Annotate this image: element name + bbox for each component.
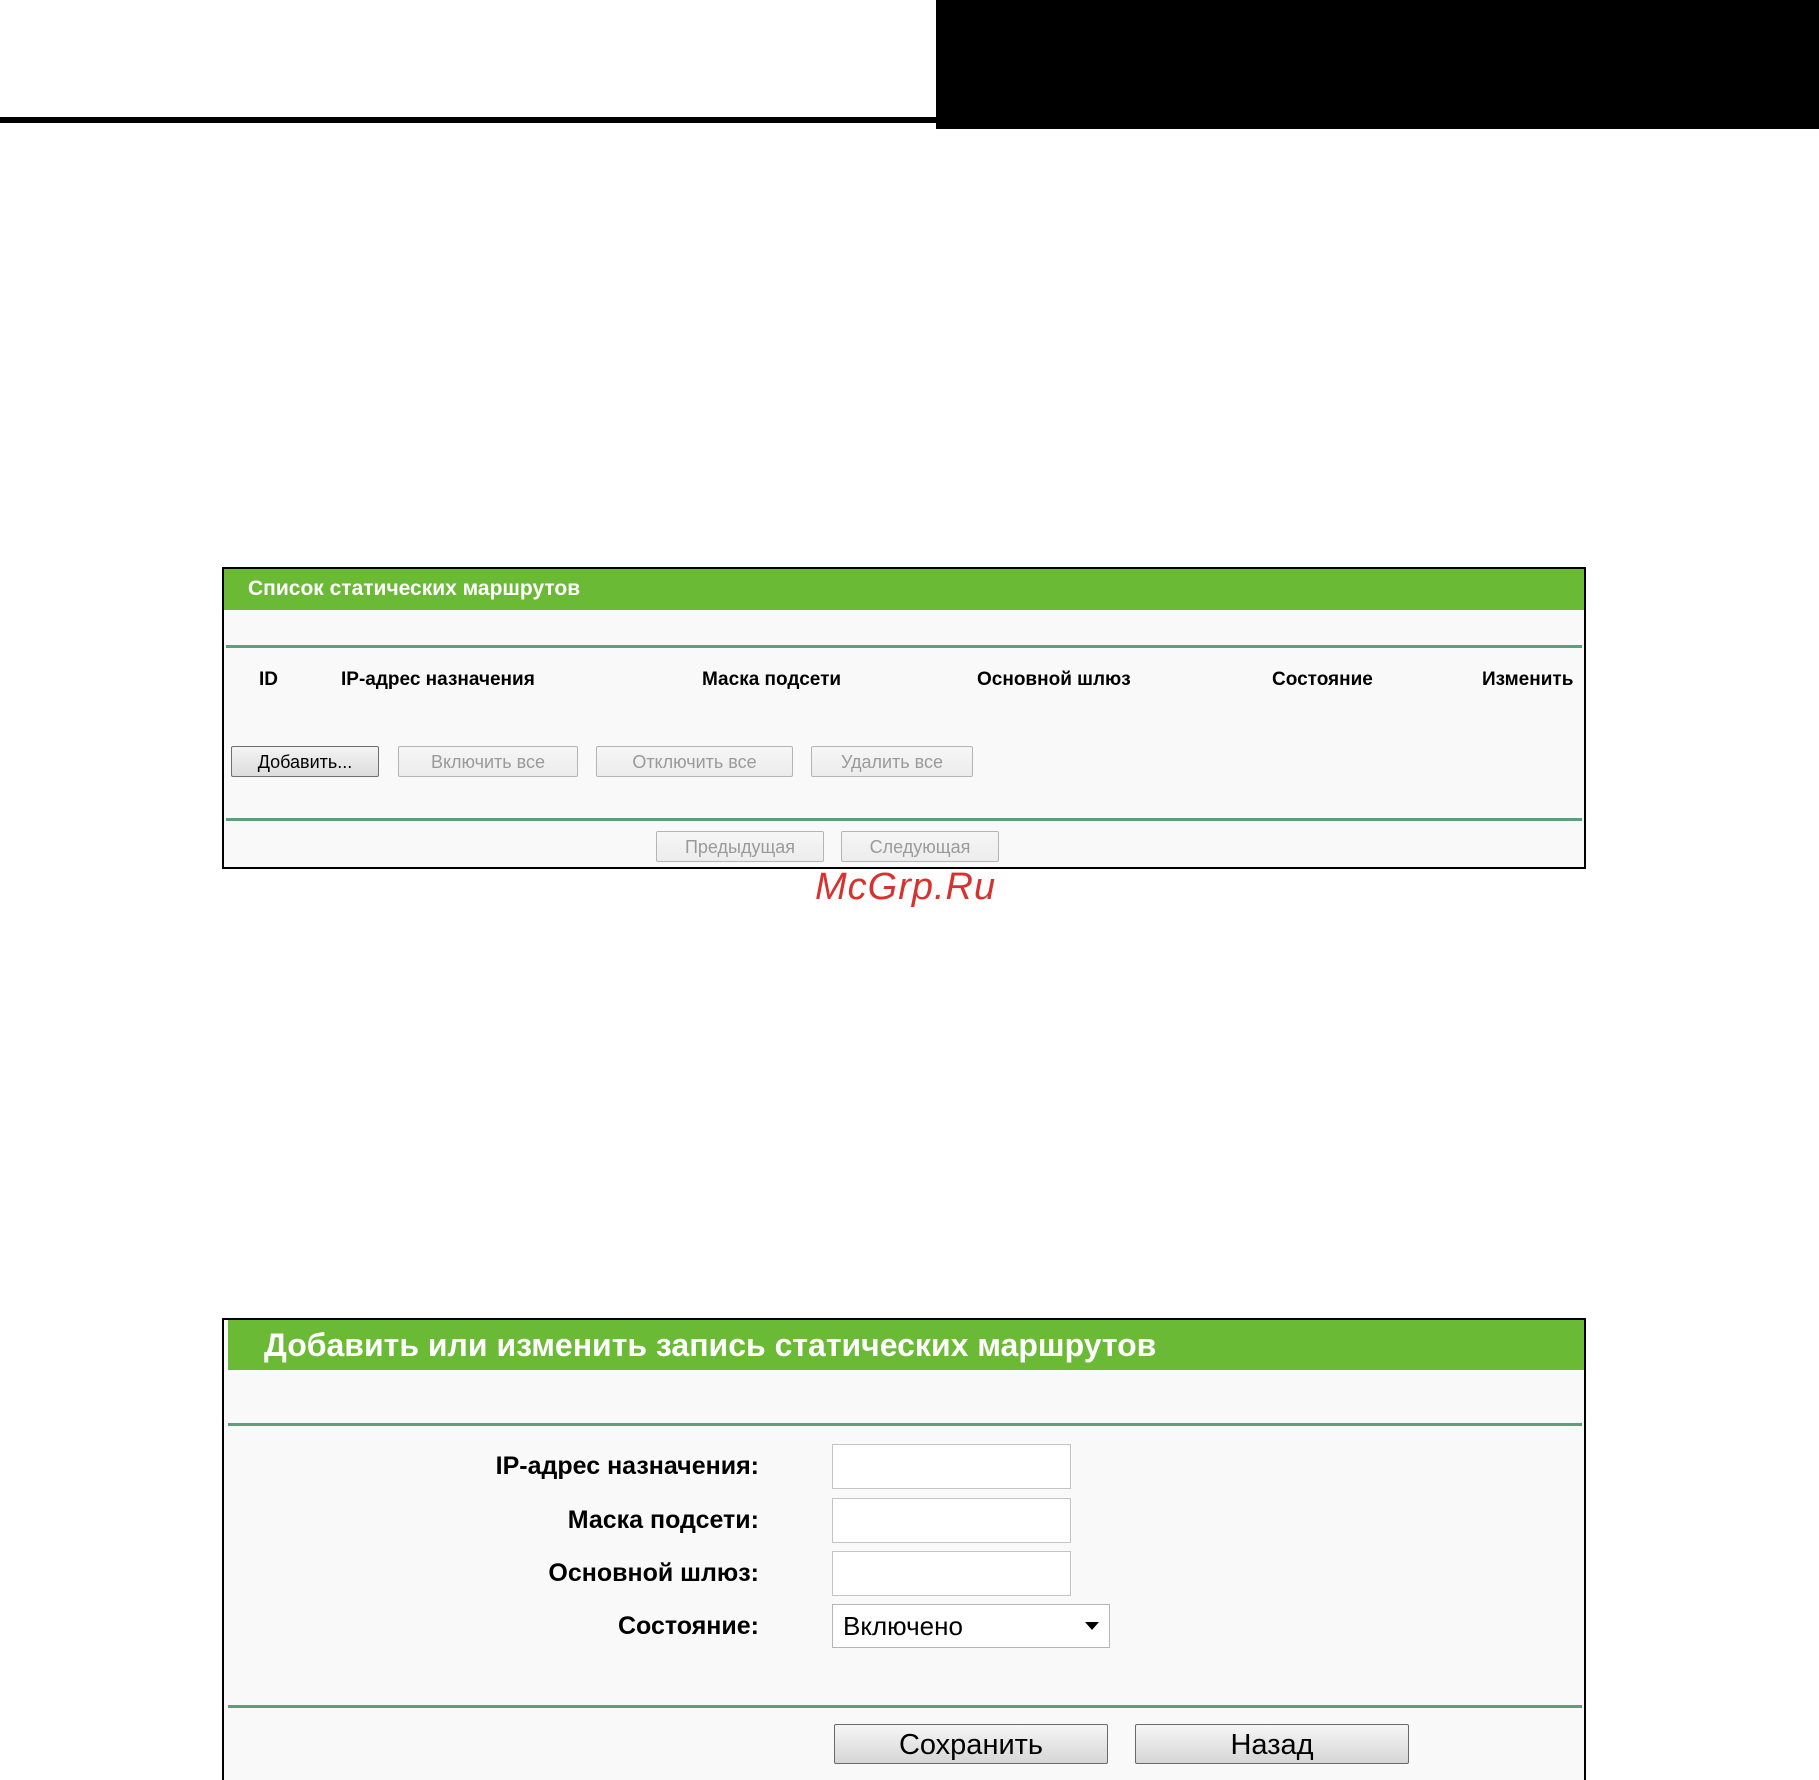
edit-divider-top [228, 1423, 1582, 1426]
add-button[interactable]: Добавить... [231, 746, 379, 777]
static-routes-list-panel [222, 567, 1586, 869]
top-white-box [0, 0, 936, 123]
chevron-down-icon [1085, 1622, 1099, 1630]
disable-all-button[interactable]: Отключить все [596, 746, 793, 777]
prev-page-button[interactable]: Предыдущая [656, 831, 824, 862]
column-header-status: Состояние [1272, 669, 1373, 690]
status-select-value: Включено [843, 1611, 963, 1641]
column-header-modify: Изменить [1482, 669, 1574, 690]
gateway-input[interactable] [832, 1551, 1071, 1596]
edit-panel-title: Добавить или изменить запись статических маршрутов [228, 1320, 1584, 1370]
column-header-id: ID [259, 669, 278, 690]
top-black-box [936, 0, 1819, 129]
status-label: Состояние: [617, 1612, 759, 1640]
dest-ip-label: IP-адрес назначения: [495, 1452, 759, 1480]
column-header-subnet-mask: Маска подсети [702, 669, 842, 690]
list-divider-top [226, 645, 1582, 648]
column-header-dest-ip: IP-адрес назначения [341, 669, 535, 690]
back-button[interactable]: Назад [1135, 1724, 1409, 1764]
subnet-mask-input[interactable] [832, 1498, 1071, 1543]
save-button[interactable]: Сохранить [834, 1724, 1108, 1764]
watermark-text: McGrp.Ru [815, 866, 997, 908]
dest-ip-input[interactable] [832, 1444, 1071, 1489]
delete-all-button[interactable]: Удалить все [811, 746, 973, 777]
list-divider-bottom [226, 818, 1582, 821]
enable-all-button[interactable]: Включить все [398, 746, 578, 777]
static-route-edit-panel [222, 1318, 1586, 1780]
gateway-label: Основной шлюз: [548, 1559, 759, 1587]
subnet-mask-label: Маска подсети: [567, 1506, 759, 1534]
list-panel-title: Список статических маршрутов [224, 569, 1584, 610]
status-select[interactable] [832, 1604, 1110, 1648]
edit-divider-bottom [228, 1705, 1582, 1708]
column-header-gateway: Основной шлюз [977, 669, 1131, 690]
next-page-button[interactable]: Следующая [841, 831, 999, 862]
